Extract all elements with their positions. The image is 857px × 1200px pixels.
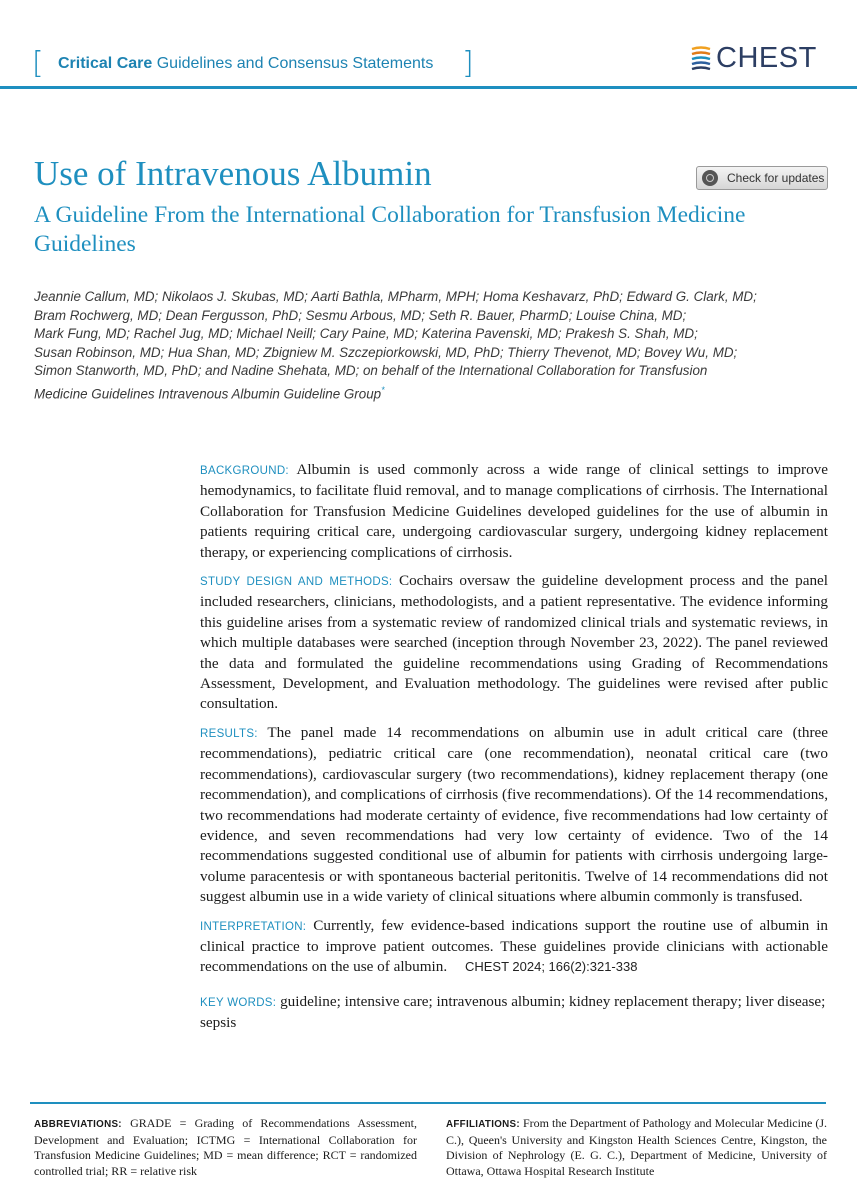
abbreviations-label: ABBREVIATIONS:	[34, 1119, 122, 1130]
update-check-icon	[702, 170, 718, 186]
author-line: Bram Rochwerg, MD; Dean Fergusson, PhD; Sesmu Arbous, MD; Seth R. Bauer, PharmD; Louise China, MD;	[34, 307, 687, 323]
footer-divider	[30, 1102, 826, 1104]
results-label: RESULTS:	[200, 727, 258, 740]
background-label: BACKGROUND:	[200, 465, 289, 477]
author-line-last	[34, 381, 834, 404]
abstract-keywords	[200, 992, 828, 1034]
author-line: Medicine Guidelines Intravenous Albumin Guideline Group	[34, 385, 382, 401]
header-divider	[0, 86, 857, 89]
abstract-methods	[200, 571, 828, 715]
check-for-updates-button[interactable]	[696, 166, 828, 190]
author-footnote-link[interactable]: *	[381, 384, 385, 395]
results-text: The panel made 14 recommendations on albumin use in adult critical care (three recommendations), pediatric critical care (one recommendation), neonatal critical care (two recommendations), cardiovascular surgery (two recommendations), kidney replacement therapy (one recommendation), and complications of cirrhosis (five recommendations). Of the 14 recommendations, two recommendations had moderate certainty of evidence, five recommendations had low certainty of evidence, and seven recommendations had very low certainty of evidence. Two of the 14 recommendations suggested conditional use of albumin for patients with cirrhosis undergoing large-volume paracentesis or with spontaneous bacterial peritonitis. Twelve of 14 recommendations did not suggest albumin use in a wide variety of clinical situations where albumin commonly is transfused.	[200, 723, 829, 906]
affiliations-block	[446, 1116, 827, 1179]
keywords-label: KEY WORDS:	[200, 996, 277, 1009]
abstract-interpretation	[200, 916, 828, 978]
article-subtitle: A Guideline From the International Collaboration for Transfusion Medicine Guidelines	[34, 202, 746, 257]
abstract-background	[200, 460, 828, 563]
methods-text: Cochairs oversaw the guideline development process and the panel included researchers, clinicians, methodologists, and a patient representative. The evidence informing this guideline arises from a systematic review of randomized clinical trials and systematic reviews, in which multiple databases were searched (inception through November 23, 2022). The panel reviewed the data and formulated the guideline recommendations using Grading of Recommendations Assessment, Development, and Evaluation methodology. The guidelines were revised after public consultation.	[200, 572, 829, 713]
author-line: Simon Stanworth, MD, PhD; and Nadine Shehata, MD; on behalf of the International Collaboration for Transfusion	[34, 363, 708, 378]
affiliations-label: AFFILIATIONS:	[446, 1119, 520, 1130]
section-label-bold: Critical Care	[58, 55, 153, 72]
abstract-results	[200, 723, 828, 908]
keywords-text: guideline; intensive care; intravenous albumin; kidney replacement therapy; liver disease; sepsis	[200, 992, 826, 1032]
methods-label: STUDY DESIGN AND METHODS:	[200, 576, 393, 589]
affiliations-text: From the Department of Pathology and Molecular Medicine (J. C.), Queen's University and Kingston Health Sciences Centre, Kingston, the Division of Nephrology (E. G. C.), Department of Medicine, University of Ottawa, Ottawa Hospital Research Institute	[446, 1116, 828, 1178]
journal-header	[0, 0, 857, 88]
abstract	[200, 460, 828, 1042]
author-line: Mark Fung, MD; Rachel Jug, MD; Michael Neill; Cary Paine, MD; Katerina Pavenski, MD; Prakesh S. Shah, MD;	[34, 326, 698, 341]
citation: CHEST 2024; 166(2):321-338	[464, 959, 638, 975]
author-line: Jeannie Callum, MD; Nikolaos J. Skubas, MD; Aarti Bathla, MPharm, MPH; Homa Keshavarz, PhD; Edward G. Clark, MD;	[34, 289, 757, 304]
article-title: Use of Intravenous Albumin	[34, 154, 432, 193]
chest-logo-icon	[690, 45, 712, 71]
abbreviations-text: GRADE = Grading of Recommendations Assessment, Development and Evaluation; ICTMG = International Collaboration for Transfusion Medicine Guidelines; MD = mean difference; RCT = randomized controlled trial; RR = relative risk	[34, 1116, 417, 1178]
chest-logo[interactable]	[690, 42, 817, 74]
author-line: Susan Robinson, MD; Hua Shan, MD; Zbigniew M. Szczepiorkowski, MD, PhD; Thierry Thevenot, MD; Bovey Wu, MD;	[34, 344, 738, 360]
section-label	[58, 54, 433, 74]
author-list	[34, 288, 834, 403]
check-for-updates-label: Check for updates	[727, 171, 825, 185]
interpretation-text: Currently, few evidence-based indications support the routine use of albumin in clinical practice to improve patient outcomes. These guidelines provide clinicians with actionable recommendations on the use of albumin.	[200, 916, 829, 976]
chest-logo-text: CHEST	[716, 42, 817, 74]
background-text: Albumin is used commonly across a wide range of clinical settings to improve hemodynamics, to facilitate fluid removal, and to manage complications of cirrhosis. The International Collaboration for Transfusion Medicine Guidelines developed guidelines for the use of albumin in patients requiring critical care, undergoing cardiovascular surgery, undergoing kidney replacement therapy, or experiencing complications of cirrhosis.	[200, 461, 828, 561]
header-bracket-left: [	[32, 46, 44, 81]
header-bracket-right: ]	[462, 46, 474, 81]
abbreviations-block	[34, 1116, 417, 1179]
section-label-rest: Guidelines and Consensus Statements	[156, 55, 434, 72]
interpretation-label: INTERPRETATION:	[200, 920, 307, 933]
